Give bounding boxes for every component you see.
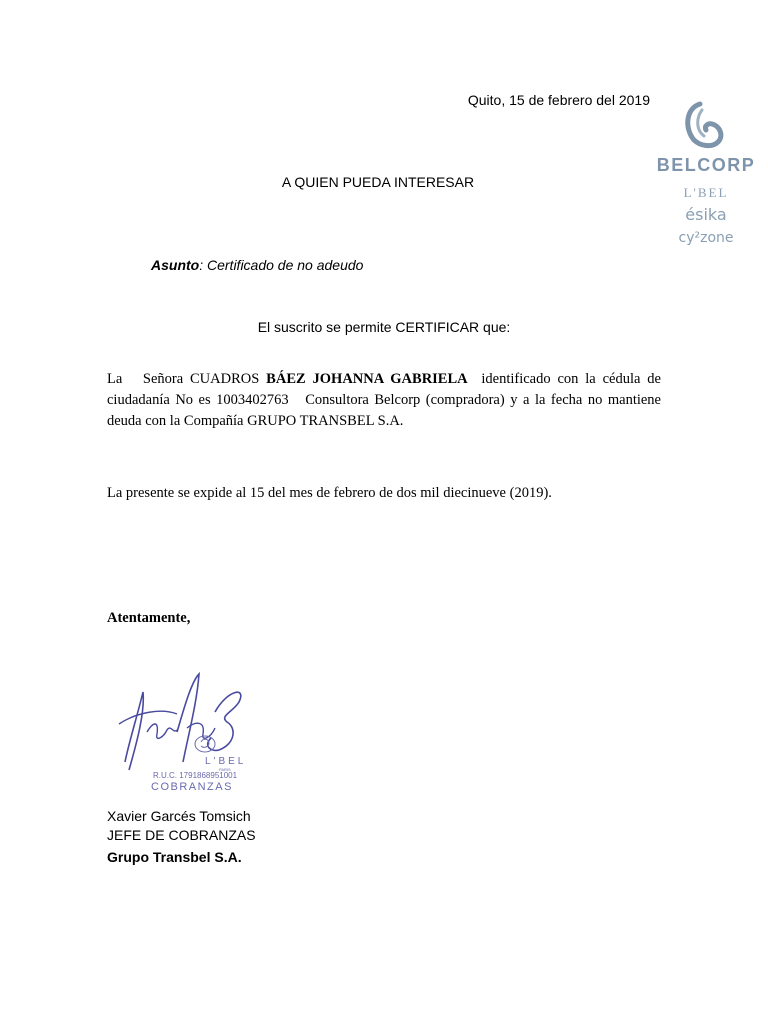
- brand-esika: ésika: [685, 205, 727, 224]
- regards-line: Atentamente,: [107, 610, 191, 626]
- stamp-brand: L'BEL: [205, 756, 247, 767]
- certify-line: El suscrito se permite CERTIFICAR que:: [257, 319, 511, 335]
- subject-text: : Certificado de no adeudo: [199, 257, 364, 273]
- subject-label: Asunto: [151, 257, 200, 273]
- debtor-name: BÁEZ JOHANNA GABRIELA: [266, 371, 468, 387]
- brand-cyzone: cy²zone: [678, 230, 734, 246]
- subject-line: [151, 256, 363, 274]
- signer-name: Xavier Garcés Tomsich: [107, 808, 251, 824]
- body-prefix: La Señora CUADROS: [107, 371, 267, 387]
- belcorp-swirl-icon: [656, 100, 756, 152]
- brand-belcorp: BELCORP: [656, 155, 756, 175]
- closing-paragraph: La presente se expide al 15 del mes de febrero de dos mil diecinueve (2019).: [107, 485, 552, 501]
- body-paragraph: [107, 369, 665, 432]
- brand-lbel: L'BEL: [683, 185, 729, 200]
- body-suffix: identificado con la cédula de ciudadanía No es 1003402763 Consultora Belcorp (compradora) y a la fecha no mantiene deuda con la Compañía GRUPO TRANSBEL S.A.: [107, 371, 665, 429]
- signer-company: Grupo Transbel S.A.: [107, 849, 242, 865]
- stamp-sub: PARIS: [219, 767, 231, 772]
- signer-title: JEFE DE COBRANZAS: [107, 827, 256, 843]
- signature-stamp: [107, 672, 293, 800]
- signature-icon: [107, 672, 293, 800]
- stamp-ruc: R.U.C. 1791868951001: [153, 771, 238, 780]
- stamp-dept: COBRANZAS: [151, 781, 233, 793]
- date-line: Quito, 15 de febrero del 2019: [467, 92, 650, 108]
- document-title: A QUIEN PUEDA INTERESAR: [281, 174, 475, 190]
